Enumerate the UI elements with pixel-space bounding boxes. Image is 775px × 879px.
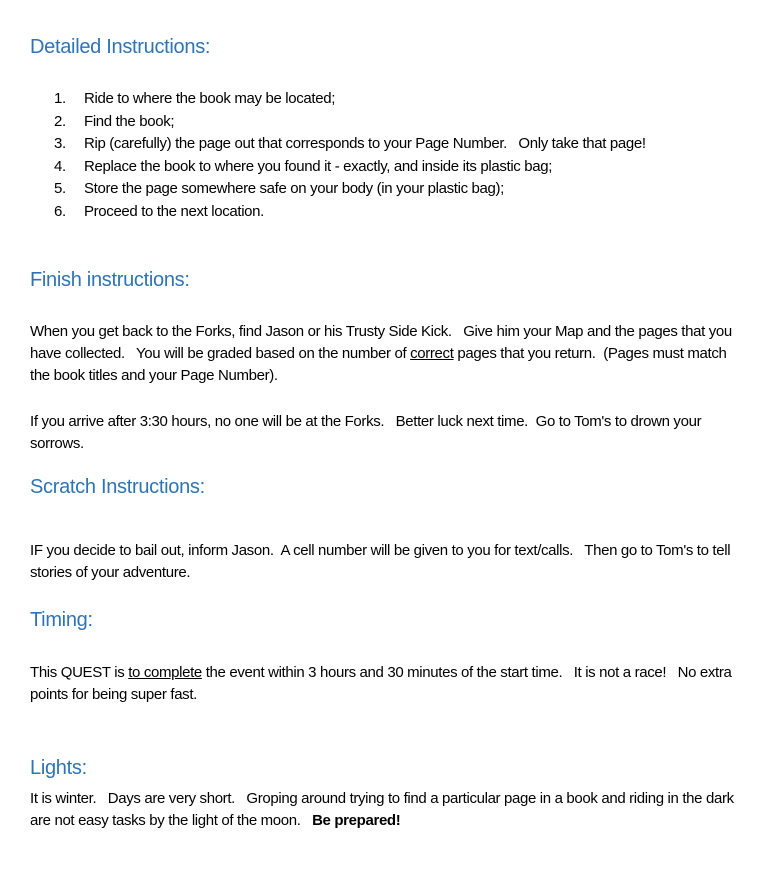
step-number: 1. — [54, 90, 66, 107]
text-run: It is winter. Days are very short. Groping around trying to find a particular page in a book and riding in the dark are not easy tasks by the light of the moon. — [30, 790, 738, 829]
step-number: 2. — [54, 112, 66, 130]
bold-text: Be prepared! — [312, 812, 401, 829]
step-text: Store the page somewhere safe on your body (in your plastic bag); — [84, 180, 504, 197]
step-text: Find the book; — [84, 112, 175, 130]
step-number: 3. — [54, 135, 66, 152]
finish-paragraph-2: If you arrive after 3:30 hours, no one will be at the Forks. Better luck next time. Go to Tom's to drown your sorrows. — [30, 413, 706, 452]
text-run: the event within 3 hours and 30 minutes of the start time. It is not a race! No extra points for being super fast. — [30, 664, 736, 703]
step-text: Rip (carefully) the page out that corresponds to your Page Number. Only take that page! — [84, 135, 646, 152]
step-text: Ride to where the book may be located; — [84, 90, 336, 107]
list-item — [54, 88, 744, 111]
step-number: 5. — [54, 180, 66, 197]
step-text: Proceed to the next location. — [84, 202, 264, 220]
underlined-text: to complete — [128, 664, 202, 681]
step-text: Replace the book to where you found it - exactly, and inside its plastic bag; — [84, 157, 553, 175]
list-item — [54, 201, 744, 224]
list-item — [54, 156, 744, 179]
list-item — [54, 111, 744, 134]
finish-paragraph-1 — [30, 321, 745, 387]
heading-finish-instructions: Finish instructions: — [30, 269, 190, 291]
timing-paragraph — [30, 662, 745, 706]
list-item — [54, 133, 744, 156]
detailed-steps-list — [54, 88, 744, 223]
text-run: When you get back to the Forks, find Jason or his Trusty Side Kick. Give him your Map and the pages that you have collected. You will be graded based on the number of — [30, 323, 736, 362]
heading-timing: Timing: — [30, 609, 93, 631]
scratch-paragraph: IF you decide to bail out, inform Jason. A cell number will be given to you for text/calls. Then go to Tom's to tell stories of your adventure. — [30, 542, 735, 581]
lights-paragraph — [30, 788, 745, 832]
heading-detailed-instructions: Detailed Instructions: — [30, 36, 211, 58]
text-run: This QUEST is — [30, 664, 129, 681]
list-item — [54, 178, 744, 201]
step-number: 6. — [54, 202, 66, 220]
step-number: 4. — [54, 157, 66, 175]
text-run: pages that you return. (Pages must match the book titles and your Page Number). — [30, 345, 731, 384]
underlined-text: correct — [410, 345, 454, 362]
heading-scratch-instructions: Scratch Instructions: — [30, 476, 205, 498]
heading-lights: Lights: — [30, 757, 87, 779]
